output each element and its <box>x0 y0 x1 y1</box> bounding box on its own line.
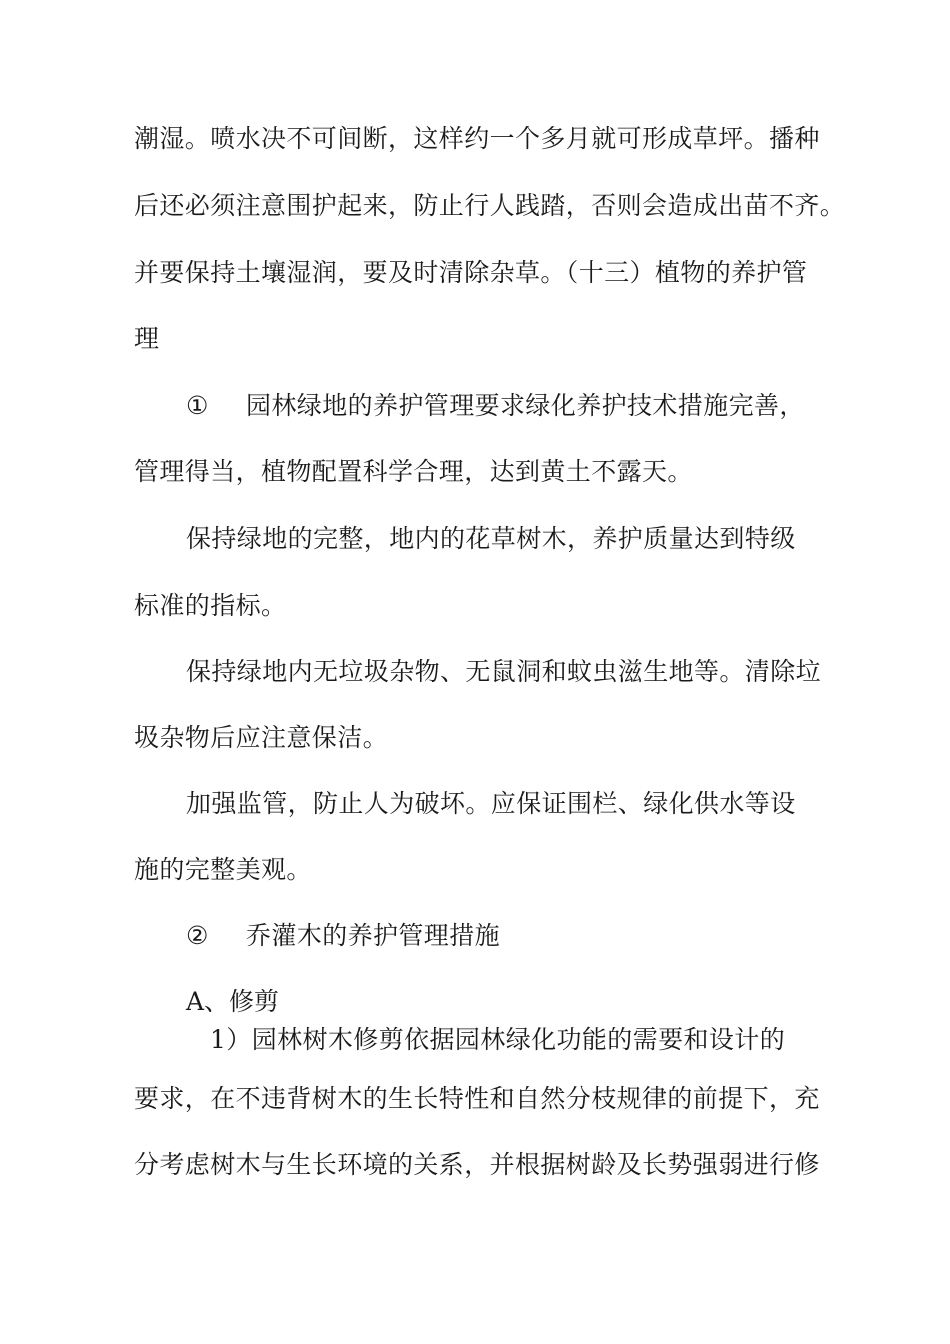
paragraph-line: 理 <box>134 324 160 353</box>
paragraph-line: 分考虑树木与生长环境的关系，并根据树龄及长势强弱进行修 <box>134 1150 820 1179</box>
paragraph-line: 后还必须注意围护起来，防止行人践踏，否则会造成出苗不齐。 <box>134 191 846 220</box>
paragraph-line: 圾杂物后应注意保洁。 <box>134 723 389 752</box>
list-item-text: 乔灌木的养护管理措施 <box>246 921 501 950</box>
list-marker-1: ① <box>186 391 209 420</box>
paragraph-line: 保持绿地的完整，地内的花草树木，养护质量达到特级 <box>186 524 796 553</box>
list-item-text: 园林绿地的养护管理要求绿化养护技术措施完善， <box>246 391 805 420</box>
section-heading: A、修剪 <box>186 987 280 1016</box>
paragraph-line: 并要保持土壤湿润，要及时清除杂草。（十三）植物的养护管 <box>134 258 808 287</box>
paragraph-line: 加强监管，防止人为破坏。应保证围栏、绿化供水等设 <box>186 789 796 818</box>
paragraph-line: 1）园林树木修剪依据园林绿化功能的需要和设计的 <box>210 1025 786 1054</box>
paragraph-line: 潮湿。喷水决不可间断，这样约一个多月就可形成草坪。播种 <box>134 124 820 153</box>
list-marker-2: ② <box>186 921 209 950</box>
paragraph-line: 要求，在不违背树木的生长特性和自然分枝规律的前提下，充 <box>134 1084 820 1113</box>
paragraph-line: 管理得当，植物配置科学合理，达到黄土不露天。 <box>134 457 693 486</box>
paragraph-line: 保持绿地内无垃圾杂物、无鼠洞和蚊虫滋生地等。清除垃 <box>186 657 822 686</box>
paragraph-line: 标准的指标。 <box>134 591 287 620</box>
paragraph-line: 施的完整美观。 <box>134 855 312 884</box>
